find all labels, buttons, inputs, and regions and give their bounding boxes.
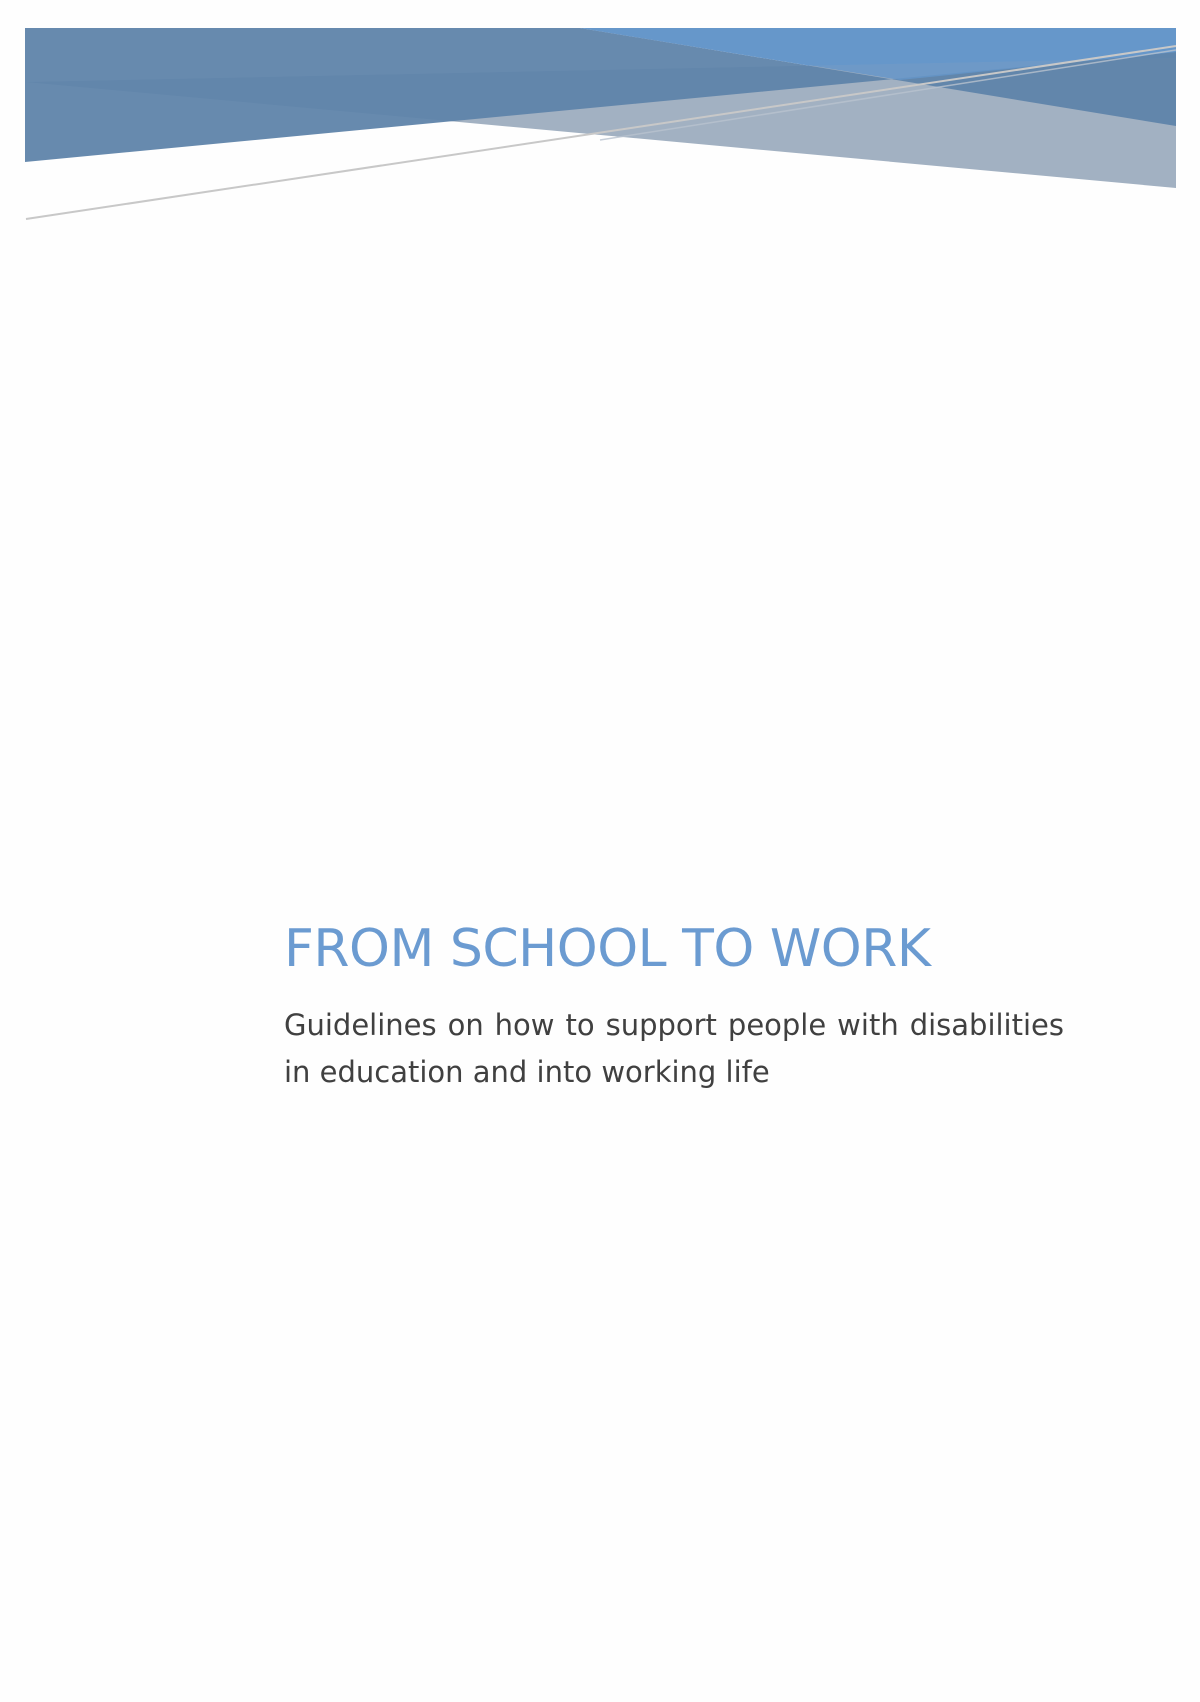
document-title: FROM SCHOOL TO WORK [284,919,931,979]
header-banner [0,0,1200,240]
document-subtitle: Guidelines on how to support people with disabilities in education and into working life [284,1007,1064,1089]
title-block [284,920,1064,1096]
